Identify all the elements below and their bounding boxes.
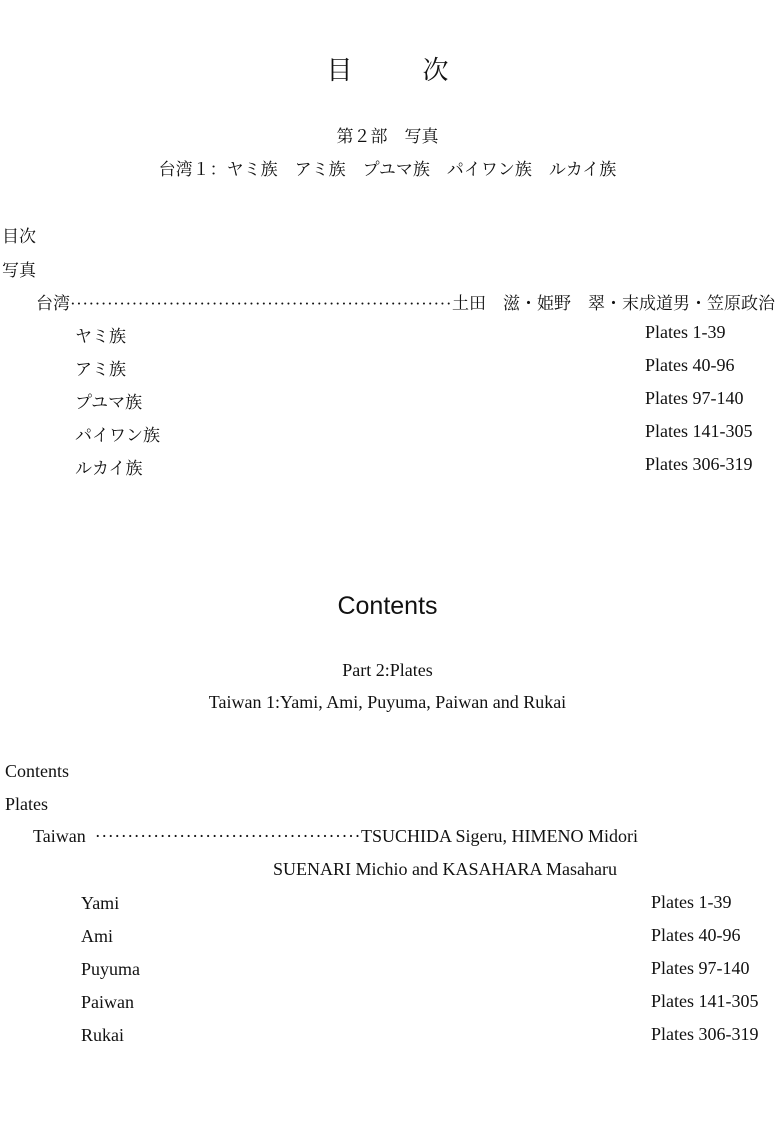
jp-taiwan-entry — [36, 289, 775, 314]
en-taiwan-label: Taiwan — [33, 826, 86, 846]
jp-group-plates: Plates 141-305 — [645, 421, 753, 441]
jp-contents-label: 目次 — [2, 227, 36, 247]
jp-part-heading: 第２部 写真 — [336, 127, 439, 147]
en-group-name: Ami — [81, 926, 114, 946]
en-group-plates: Plates 1-39 — [651, 892, 732, 912]
en-group-name: Yami — [81, 893, 120, 913]
en-group-name: Rukai — [81, 1025, 124, 1045]
en-contents-label: Contents — [5, 761, 70, 781]
jp-page-title — [0, 50, 775, 87]
jp-title-left: 目 — [326, 56, 353, 86]
jp-group-name: パイワン族 — [75, 426, 160, 446]
jp-subtitle: 台湾１：ヤミ族 アミ族 プユマ族 パイワン族 ルカイ族 — [158, 160, 617, 180]
en-authors-line1: TSUCHIDA Sigeru, HIMENO Midori — [360, 826, 638, 846]
leader-dots: ········································· — [94, 826, 361, 846]
en-group-plates: Plates 141-305 — [651, 991, 759, 1011]
jp-group-name: ルカイ族 — [75, 459, 143, 479]
en-group-plates: Plates 97-140 — [651, 958, 750, 978]
jp-title-right: 次 — [422, 56, 449, 86]
jp-group-plates: Plates 1-39 — [645, 322, 726, 342]
jp-plates-label: 写真 — [2, 261, 36, 281]
jp-group-name: プユマ族 — [75, 393, 143, 413]
jp-group-name: アミ族 — [75, 360, 126, 380]
jp-group-plates: Plates 40-96 — [645, 355, 735, 375]
jp-group-name: ヤミ族 — [75, 327, 126, 347]
en-taiwan-entry — [33, 826, 638, 847]
leader-dots: ······························································ — [70, 294, 452, 313]
en-part-heading: Part 2:Plates — [342, 660, 433, 680]
en-subtitle: Taiwan 1:Yami, Ami, Puyuma, Paiwan and Rukai — [208, 692, 567, 712]
jp-authors: 土田 滋・姫野 翠・末成道男・笠原政治 — [452, 294, 775, 314]
en-page-title: Contents — [337, 592, 438, 620]
en-group-name: Paiwan — [81, 992, 134, 1012]
en-plates-label: Plates — [5, 794, 48, 814]
en-authors-line2: SUENARI Michio and KASAHARA Masaharu — [273, 859, 617, 879]
en-group-plates: Plates 40-96 — [651, 925, 741, 945]
jp-group-plates: Plates 97-140 — [645, 388, 744, 408]
jp-group-plates: Plates 306-319 — [645, 454, 753, 474]
jp-taiwan-label: 台湾 — [36, 294, 70, 314]
en-group-name: Puyuma — [81, 959, 141, 979]
en-group-plates: Plates 306-319 — [651, 1024, 759, 1044]
